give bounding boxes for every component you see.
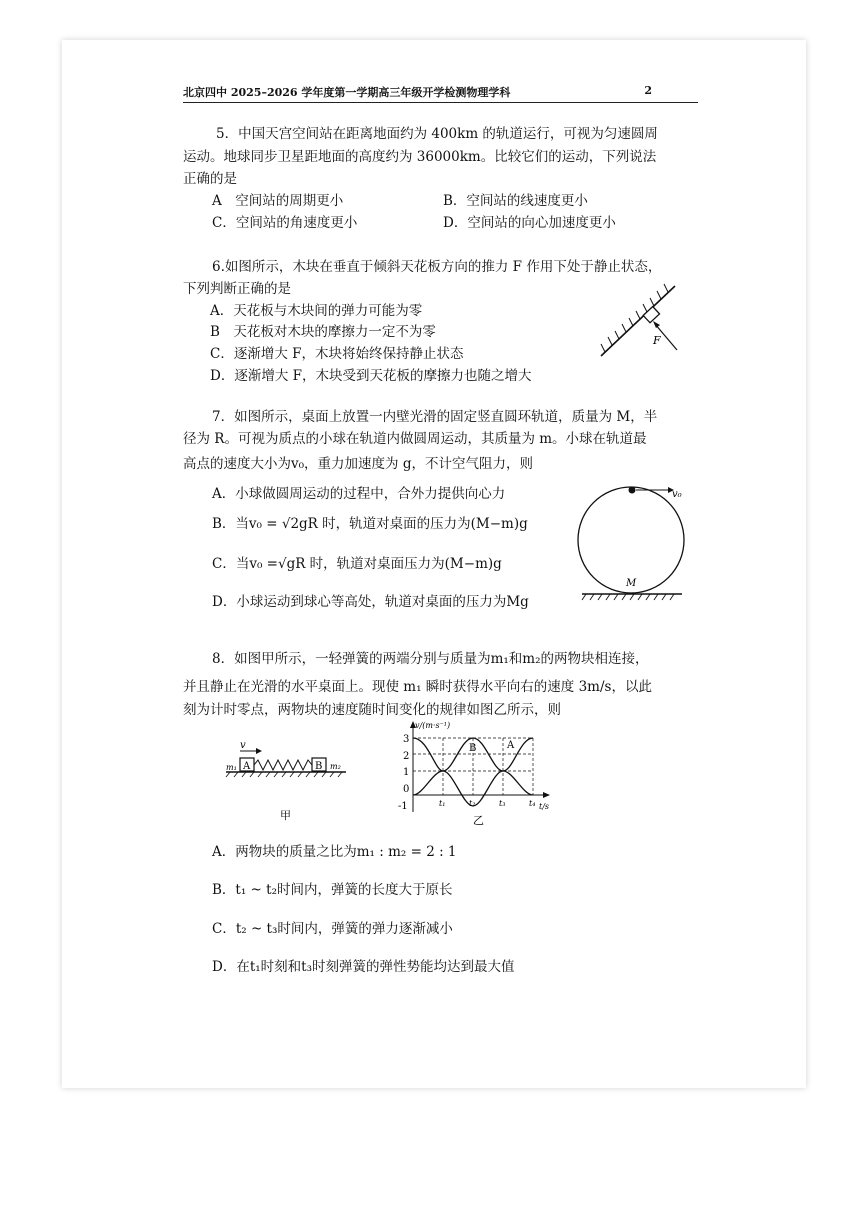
q8-ytick-neg1: -1: [398, 801, 408, 812]
q8-line-2: 并且静止在光滑的水平桌面上。现使 m₁ 瞬时获得水平向右的速度 3m/s，以此: [183, 679, 652, 695]
q5-option-d: D．空间站的向心加速度更小: [443, 215, 616, 231]
q8-xtick-t3: t₃: [499, 799, 506, 808]
q8-line-3: 刻为计时零点，两物块的速度随时间变化的规律如图乙所示，则: [183, 702, 561, 718]
q7-option-d: D．小球运动到球心等高处，轨道对桌面的压力为Mg: [212, 594, 529, 610]
q8-figure-b-caption: 乙: [473, 814, 484, 827]
header-title: 北京四中 2025–2026 学年度第一学期高三年级开学检测物理学科: [183, 86, 511, 99]
q5-option-a: A 空间站的周期更小: [212, 193, 344, 209]
page-number: 2: [644, 84, 652, 97]
q8-ytick-1: 1: [403, 767, 410, 778]
q8-figure-spring-blocks: [222, 737, 352, 825]
q8-option-b: B．t₁ ~ t₂时间内，弹簧的长度大于原长: [212, 882, 453, 898]
q5-line-1: 5．中国天宫空间站在距离地面约为 400km 的轨道运行，可视为匀速圆周: [216, 126, 658, 142]
q8-m1-label: m₁: [226, 763, 237, 772]
q6-figure-ceiling-block: [595, 282, 685, 362]
q5-option-b: B．空间站的线速度更小: [443, 193, 588, 209]
q6-option-a: A．天花板与木块间的弹力可能为零: [210, 303, 423, 319]
q8-option-a: A．两物块的质量之比为m₁ : m₂ = 2 : 1: [212, 844, 457, 860]
q8-line-1: 8．如图甲所示，一轻弹簧的两端分别与质量为m₁和m₂的两物块相连接，: [212, 651, 649, 667]
q8-m2-label: m₂: [330, 762, 341, 771]
q6-line-2: 下列判断正确的是: [183, 281, 291, 297]
q8-ytick-2: 2: [403, 751, 410, 762]
q6-option-c: C．逐渐增大 F，木块将始终保持静止状态: [210, 346, 464, 362]
q7-option-a: A．小球做圆周运动的过程中，合外力提供向心力: [212, 486, 506, 502]
q8-block-b: B: [315, 761, 323, 772]
q8-option-d: D．在t₁时刻和t₃时刻弹簧的弹性势能均达到最大值: [212, 959, 515, 975]
q7-line-3: 高点的速度大小为v₀，重力加速度为 g，不计空气阻力，则: [183, 456, 533, 472]
q7-velocity-label: v₀: [672, 489, 682, 500]
q8-curve-a-label: A: [507, 740, 515, 751]
q8-ytick-0: 0: [403, 784, 410, 795]
q8-block-a: A: [243, 761, 251, 772]
q7-mass-label: M: [626, 578, 637, 589]
q6-force-label: F: [653, 334, 661, 347]
q6-option-d: D．逐渐增大 F，木块受到天花板的摩擦力也随之增大: [210, 368, 532, 384]
q8-y-axis-unit: v/(m·s⁻¹): [415, 721, 451, 730]
q8-x-axis-unit: t/s: [539, 802, 550, 811]
q7-option-c: C．当v₀ =√gR 时，轨道对桌面压力为(M−m)g: [212, 556, 502, 572]
q8-xtick-t2: t₂: [469, 799, 476, 808]
q5-line-2: 运动。地球同步卫星距地面的高度约为 36000km。比较它们的运动，下列说法: [183, 149, 657, 165]
q6-line-1: 6.如图所示，木块在垂直于倾斜天花板方向的推力 F 作用下处于静止状态，: [212, 259, 662, 275]
q8-curve-b-label: B: [469, 743, 477, 754]
q8-figure-a-caption: 甲: [280, 809, 291, 822]
q8-option-c: C．t₂ ~ t₃时间内，弹簧的弹力逐渐减小: [212, 921, 453, 937]
q5-option-c: C．空间站的角速度更小: [212, 215, 358, 231]
q7-line-1: 7．如图所示，桌面上放置一内壁光滑的固定竖直圆环轨道，质量为 M，半: [212, 409, 658, 425]
q8-xtick-t1: t₁: [439, 799, 446, 808]
q8-ytick-3: 3: [403, 734, 410, 745]
q8-figure-velocity-graph: [395, 718, 565, 830]
q7-line-2: 径为 R。可视为质点的小球在轨道内做圆周运动，其质量为 m。小球在轨道最: [183, 431, 647, 447]
q5-line-3: 正确的是: [183, 171, 237, 187]
q8-xtick-t4: t₄: [529, 799, 536, 808]
q7-option-b: B．当v₀ = √2gR 时，轨道对桌面的压力为(M−m)g: [212, 516, 528, 532]
q6-option-b: B 天花板对木块的摩擦力一定不为零: [210, 324, 436, 340]
q7-figure-ring-track: [576, 478, 686, 602]
q8-velocity-label: v: [240, 740, 246, 751]
page-header: [183, 84, 698, 103]
